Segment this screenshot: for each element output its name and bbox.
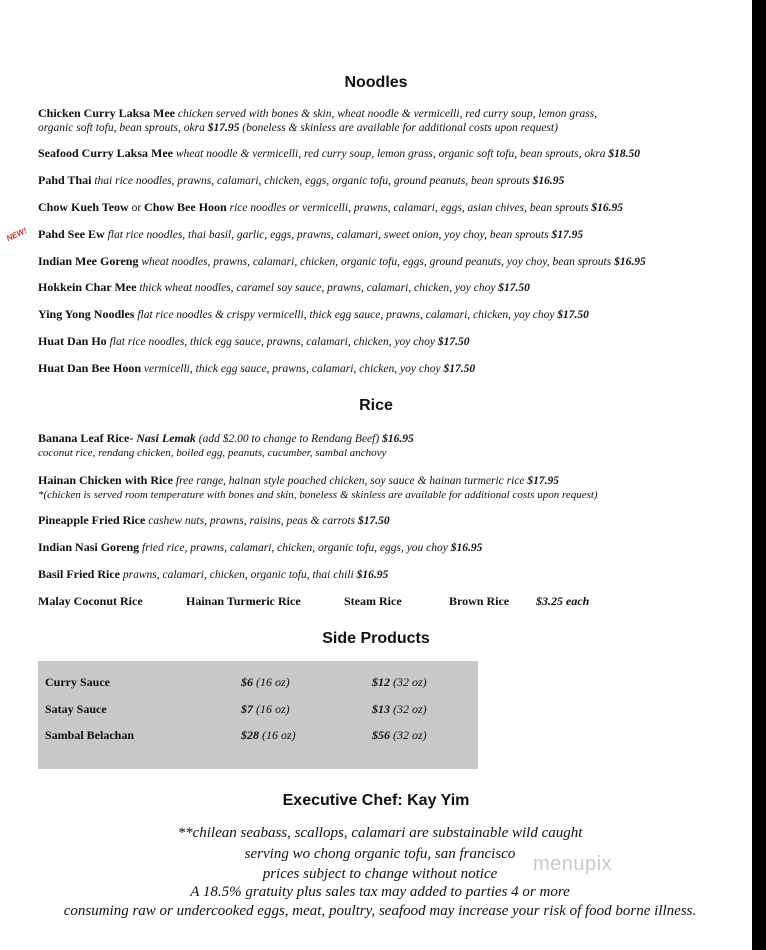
rice-side-item: Hainan Turmeric Rice xyxy=(186,594,301,608)
item-desc: chicken served with bones & skin, wheat noodle & vermicelli, red curry soup, lemon grass, xyxy=(177,108,598,120)
item-desc: prawns, calamari, chicken, organic tofu, thai chili xyxy=(122,569,354,581)
rice-sides-row xyxy=(0,594,752,610)
item-name: Hainan Chicken with Rice xyxy=(38,473,174,487)
menu-item xyxy=(38,227,738,242)
noodles-heading: Noodles xyxy=(344,74,408,91)
item-price: $16.95 xyxy=(382,433,414,445)
item-desc-line2: organic soft tofu, bean sprouts, okra xyxy=(38,122,205,134)
menu-item xyxy=(38,307,738,322)
side-product-price-small: $28 (16 oz) xyxy=(241,728,296,742)
rice-side-price: $3.25 each xyxy=(536,594,590,608)
right-edge-strip xyxy=(752,0,766,950)
side-product-name: Curry Sauce xyxy=(45,675,110,689)
side-product-price-small: $7 (16 oz) xyxy=(241,702,290,716)
menu-item xyxy=(38,280,738,295)
item-price: $17.50 xyxy=(358,515,390,527)
item-price: $16.95 xyxy=(450,542,483,554)
footer-note: serving wo chong organic tofu, san francisco xyxy=(244,846,516,862)
menu-item xyxy=(38,200,738,215)
menu-item xyxy=(38,513,738,528)
side-product-price-large: $56 (32 oz) xyxy=(372,728,427,742)
item-name: Huat Dan Bee Hoon xyxy=(38,361,142,375)
item-desc: cashew nuts, prawns, raisins, peas & carrots xyxy=(148,515,356,527)
menu-item xyxy=(38,254,738,269)
item-desc: thai rice noodles, prawns, calamari, chicken, eggs, organic tofu, ground peanuts, bean sprouts xyxy=(94,175,530,187)
item-name: Seafood Curry Laksa Mee xyxy=(38,146,173,160)
item-name: Hokkein Char Mee xyxy=(38,280,137,294)
item-name: Huat Dan Ho xyxy=(38,334,107,348)
side-product-name: Satay Sauce xyxy=(45,702,107,716)
item-name: Basil Fried Rice xyxy=(38,567,120,581)
side-products-heading: Side Products xyxy=(322,630,430,647)
item-name: Chicken Curry Laksa Mee xyxy=(38,106,175,120)
side-product-name: Sambal Belachan xyxy=(45,728,135,742)
footer-note: prices subject to change without notice xyxy=(262,866,498,882)
menu-item xyxy=(38,106,738,135)
item-desc: flat rice noodles, thick egg sauce, prawns, calamari, chicken, yoy choy xyxy=(109,336,435,348)
rice-heading: Rice xyxy=(359,397,393,414)
rice-side-item: Steam Rice xyxy=(344,594,402,608)
side-product-price-small: $6 (16 oz) xyxy=(241,675,290,689)
item-desc-line2: *(chicken is served room temperature with bones and skin, boneless & skinless are available for additional costs upon request) xyxy=(38,489,598,501)
menu-item xyxy=(38,334,738,349)
item-name: Banana Leaf Rice- xyxy=(38,431,134,445)
item-price: $16.95 xyxy=(591,202,624,214)
item-or: or xyxy=(131,202,142,214)
footer-note: A 18.5% gratuity plus sales tax may added to parties 4 or more xyxy=(190,884,570,900)
side-product-row xyxy=(38,702,478,718)
item-price: $17.50 xyxy=(498,282,530,294)
item-price: $17.50 xyxy=(443,363,476,375)
item-price: $16.95 xyxy=(356,569,389,581)
item-note: (boneless & skinless are available for additional costs upon request) xyxy=(242,122,558,134)
side-product-row xyxy=(38,675,478,691)
side-product-price-large: $12 (32 oz) xyxy=(372,675,427,689)
item-price: $16.95 xyxy=(614,256,646,268)
rice-side-item: Brown Rice xyxy=(449,594,510,608)
item-price: $18.50 xyxy=(608,148,640,160)
item-desc: (add $2.00 to change to Rendang Beef) xyxy=(198,433,380,445)
footer-note: **chilean seabass, scallops, calamari are substainable wild caught xyxy=(177,825,583,841)
menu-item xyxy=(38,173,738,188)
item-desc: flat rice noodles, thai basil, garlic, eggs, prawns, calamari, sweet onion, yoy choy, bean sprouts xyxy=(107,229,549,241)
item-price: $17.50 xyxy=(437,336,470,348)
item-name: Pahd Thai xyxy=(38,173,92,187)
item-desc: free range, hainan style poached chicken, soy sauce & hainan turmeric rice xyxy=(175,475,525,487)
footer-note: consuming raw or undercooked eggs, meat, poultry, seafood may increase your risk of food borne illness. xyxy=(63,903,697,919)
menu-item xyxy=(38,361,738,376)
item-name: Pahd See Ew xyxy=(38,227,105,241)
item-price: $17.95 xyxy=(207,122,240,134)
watermark-logo: menupix xyxy=(533,853,613,875)
item-price: $16.95 xyxy=(532,175,565,187)
item-price: $17.95 xyxy=(551,229,584,241)
item-name-alt: Chow Bee Hoon xyxy=(144,200,227,214)
item-desc: rice noodles or vermicelli, prawns, calamari, eggs, asian chives, bean sprouts xyxy=(229,202,589,214)
item-desc: thick wheat noodles, caramel soy sauce, prawns, calamari, chicken, yoy choy xyxy=(139,282,496,294)
side-product-row xyxy=(38,728,478,744)
executive-chef-heading: Executive Chef: Kay Yim xyxy=(282,792,470,809)
new-badge: NEW! xyxy=(5,225,29,244)
menu-item xyxy=(38,540,738,555)
item-name: Pineapple Fried Rice xyxy=(38,513,146,527)
menu-item xyxy=(38,431,738,460)
menu-item xyxy=(38,473,738,502)
item-name: Indian Nasi Goreng xyxy=(38,540,140,554)
item-name: Indian Mee Goreng xyxy=(38,254,139,268)
item-price: $17.95 xyxy=(527,475,560,487)
item-price: $17.50 xyxy=(557,309,589,321)
side-products-table xyxy=(38,661,478,769)
item-desc: wheat noodles, prawns, calamari, chicken, organic tofu, eggs, ground peanuts, yoy choy, bean sprouts xyxy=(141,256,612,268)
item-desc: vermicelli, thick egg sauce, prawns, calamari, chicken, yoy choy xyxy=(143,363,441,375)
item-desc-line2: coconut rice, rendang chicken, boiled egg, peanuts, cucumber, sambal anchovy xyxy=(38,447,387,459)
item-name-italic: Nasi Lemak xyxy=(136,431,196,445)
item-name: Ying Yong Noodles xyxy=(38,307,135,321)
item-desc: wheat noodle & vermicelli, red curry soup, lemon grass, organic soft tofu, bean sprouts, okra xyxy=(175,148,606,160)
item-name: Chow Kueh Teow xyxy=(38,200,129,214)
item-desc: fried rice, prawns, calamari, chicken, organic tofu, eggs, you choy xyxy=(142,542,448,554)
rice-side-item: Malay Coconut Rice xyxy=(38,594,143,608)
menu-item xyxy=(38,567,738,582)
item-desc: flat rice noodles & crispy vermicelli, thick egg sauce, prawns, calamari, chicken, yoy choy xyxy=(137,309,555,321)
side-product-price-large: $13 (32 oz) xyxy=(372,702,427,716)
menu-item xyxy=(38,146,738,161)
